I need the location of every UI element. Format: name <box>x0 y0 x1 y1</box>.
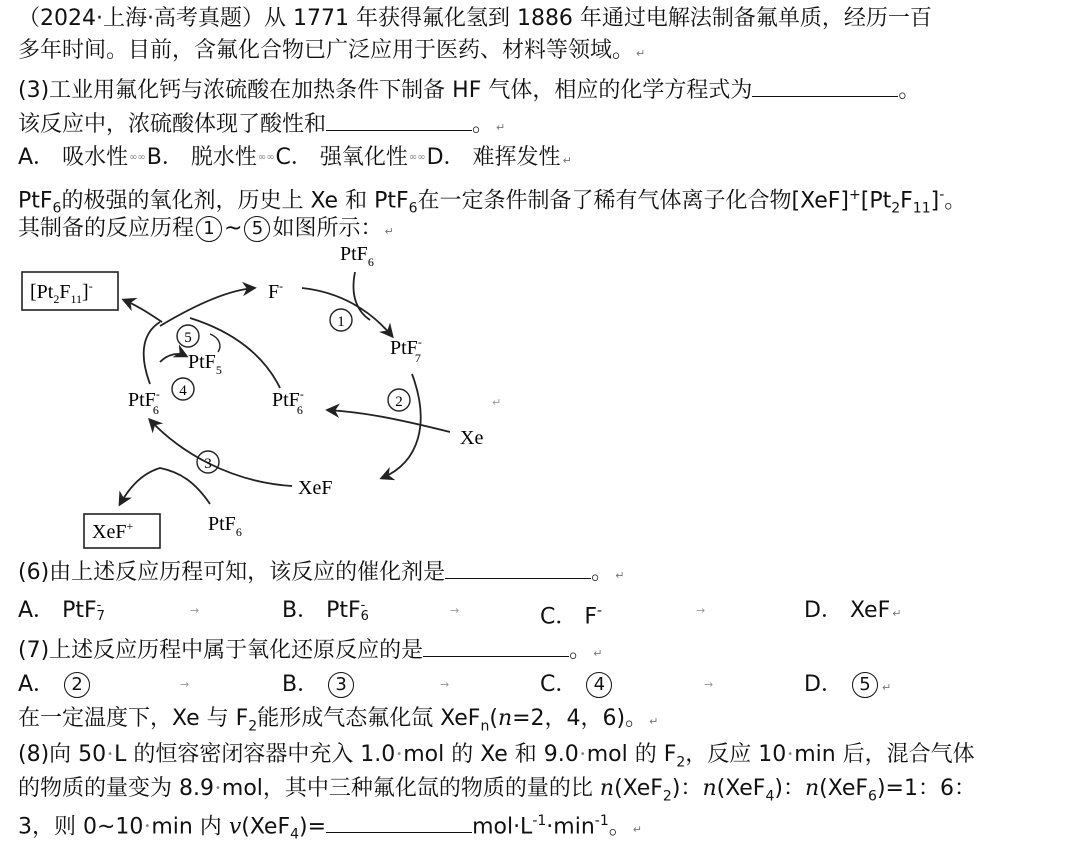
q3-subquestion: 该反应中，浓硫酸体现了酸性和 <box>18 112 327 137</box>
arc-step3 <box>150 420 292 486</box>
svg-text:2: 2 <box>395 394 403 410</box>
space-dot: • <box>107 749 114 760</box>
paragraph-mark: ↵ <box>632 823 642 837</box>
text: ，反应 10 <box>685 742 787 767</box>
text: L 的恒容密闭容器中充入 1.0 <box>114 742 396 767</box>
space-dot: • <box>214 783 221 794</box>
tab-arrow: → <box>696 604 706 617</box>
q6-option-a[interactable] <box>18 596 105 626</box>
label-ptf6-top: PtF$_6$ <box>340 243 374 269</box>
arc-top-left <box>160 288 254 326</box>
svg-text:1: 1 <box>337 314 345 330</box>
superscript: -1 <box>532 813 547 829</box>
q7-answer-blank[interactable] <box>423 634 569 657</box>
step-circle-4: 4 <box>586 672 612 698</box>
q3-answer-blank-1[interactable] <box>752 74 898 97</box>
subscript: 7 <box>96 609 105 624</box>
text: PtF <box>18 188 53 214</box>
superscript: - <box>96 598 102 613</box>
option-text: 强氧化性 <box>319 145 408 170</box>
label-ptf5: PtF$_5$ <box>188 351 222 377</box>
subscript: 11 <box>912 200 931 217</box>
svg-text:5: 5 <box>184 330 192 346</box>
text: )= <box>299 814 327 840</box>
punct: 。 <box>608 814 631 840</box>
text: ~ <box>224 216 243 241</box>
arc-step4 <box>144 322 160 384</box>
subscript: 4 <box>290 826 300 843</box>
step-marker-5 <box>177 325 199 347</box>
label-f-minus: F- <box>268 279 284 303</box>
q7-option-d[interactable] <box>804 670 891 703</box>
arrow-to-xef-plus <box>120 468 210 504</box>
paragraph-mark: ↵ <box>562 154 572 167</box>
step-circle-5: 5 <box>244 216 270 242</box>
subscript: 6 <box>52 200 62 217</box>
option-text: 难挥发性 <box>472 145 561 170</box>
q6-question: (6)由上述反应历程可知，该反应的催化剂是 <box>18 560 446 585</box>
text: ] <box>930 188 940 214</box>
tab-dots: ∞∞ <box>129 152 146 163</box>
q7-option-a[interactable] <box>18 670 92 700</box>
q8-line-3 <box>18 806 642 850</box>
option-letter: C． <box>275 145 313 170</box>
step-marker-3 <box>197 451 219 473</box>
q3-option-d[interactable] <box>427 145 561 170</box>
variable-n: n <box>497 706 513 731</box>
q7-option-c[interactable] <box>540 670 614 700</box>
text: )： <box>671 776 703 801</box>
q7-line <box>18 634 602 669</box>
punct: 。 <box>569 638 592 663</box>
text: mol，其中三种氟化氙的物质的量的比 <box>221 776 600 801</box>
paragraph-mark: ↵ <box>615 569 625 582</box>
reaction-cycle-diagram <box>10 242 510 554</box>
text: 其制备的反应历程 <box>18 216 195 241</box>
q6-option-c[interactable] <box>540 596 602 632</box>
text: 如图所示： <box>272 216 383 241</box>
label-ptf6-minus-mid: PtF-6 <box>272 387 304 417</box>
step-circle-3: 3 <box>328 672 354 698</box>
variable-n: n <box>702 776 717 801</box>
option-letter: B． <box>146 145 184 170</box>
q3-line-1 <box>18 74 920 106</box>
step-circle-5: 5 <box>852 672 878 698</box>
tab-arrow: → <box>180 678 190 691</box>
label-xef: XeF <box>298 477 333 499</box>
tab-arrow: → <box>450 604 460 617</box>
paragraph-mark: ↵ <box>384 225 394 238</box>
text: 在一定条件制备了稀有气体离子化合物[XeF] <box>417 188 849 214</box>
option-letter: B． <box>282 672 320 697</box>
step-marker-4 <box>172 378 194 400</box>
q6-option-b[interactable] <box>282 596 369 626</box>
q3-question: (3)工业用氟化钙与浓硫酸在加热条件下制备 HF 气体，相应的化学方程式为 <box>18 78 753 103</box>
text: 的极强的氧化剂，历史上 Xe 和 PtF <box>61 188 409 214</box>
option-text: PtF <box>326 598 361 623</box>
arrow-to-pt2f11 <box>124 300 162 322</box>
subscript: 2 <box>662 788 672 805</box>
paragraph-mark: ↵ <box>593 647 603 660</box>
label-ptf6-minus-left: PtF-6 <box>128 387 160 417</box>
subscript: 4 <box>765 788 775 805</box>
option-text: PtF <box>62 598 97 623</box>
arrow-xe-in <box>328 410 450 432</box>
paragraph-mark: ↵ <box>496 121 506 134</box>
tab-arrow: → <box>440 678 450 691</box>
option-letter: A． <box>18 598 56 623</box>
intro-text-1: （2024·上海·高考真题）从 1771 年获得氟化氢到 1886 年通过电解法制备氟单质，经历一百 <box>18 6 932 31</box>
superscript: - <box>360 598 366 613</box>
label-xef-plus: XeF+ <box>92 519 134 543</box>
xefn-line <box>18 704 658 741</box>
superscript: - <box>597 603 603 619</box>
option-text: F <box>584 604 598 630</box>
punct: 。 <box>472 112 495 137</box>
variable-n: n <box>804 776 820 801</box>
subscript: 2 <box>248 718 258 735</box>
step-marker-2 <box>388 389 410 411</box>
subscript: 6 <box>868 788 877 805</box>
text: (XeF <box>241 814 291 840</box>
superscript: - <box>939 187 945 203</box>
option-letter: A． <box>18 145 56 170</box>
text: (8)向 50 <box>18 742 107 767</box>
step5-hook <box>210 334 220 352</box>
subscript: 6 <box>408 200 418 217</box>
space-dot: • <box>787 749 794 760</box>
paragraph-mark: ↵ <box>492 396 502 409</box>
step-circle-2: 2 <box>64 672 90 698</box>
intro-line-2 <box>18 36 645 69</box>
paragraph-mark: ↵ <box>892 607 902 620</box>
option-letter: D． <box>426 145 466 170</box>
text: 。 <box>944 188 967 214</box>
tab-arrow: → <box>704 678 714 691</box>
punct: 。 <box>898 78 921 103</box>
text: [Pt <box>860 188 892 214</box>
q8-line-1 <box>18 740 975 777</box>
text: (XeF <box>819 776 869 801</box>
tab-dots: ∞∞ <box>408 152 426 163</box>
option-text: 脱水性 <box>190 145 257 170</box>
q3-option-c[interactable] <box>276 145 408 170</box>
intro-line-1 <box>18 4 932 34</box>
text: ( <box>489 706 498 731</box>
option-letter: B． <box>282 598 320 623</box>
text: =2，4，6)。 <box>512 706 648 731</box>
subscript: 2 <box>676 754 686 771</box>
q3-answer-blank-2[interactable] <box>326 108 472 131</box>
text: 能形成气态氟化氙 XeF <box>257 706 481 731</box>
text: min 内 <box>151 814 229 840</box>
option-letter: A． <box>18 672 56 697</box>
variable-n: n <box>599 776 615 801</box>
paragraph-mark: ↵ <box>649 715 659 728</box>
option-letter: C． <box>540 604 578 630</box>
q8-answer-blank[interactable] <box>326 810 472 833</box>
step-marker-1 <box>330 309 352 331</box>
tab-arrow: → <box>190 604 200 617</box>
superscript: + <box>849 187 861 203</box>
q7-option-b[interactable] <box>282 670 356 700</box>
text: 的物质的量变为 8.9 <box>18 776 214 801</box>
superscript: -1 <box>594 813 609 829</box>
q6-option-d[interactable] <box>804 596 901 629</box>
unit: mol·L <box>472 814 533 840</box>
svg-text:3: 3 <box>204 456 212 472</box>
q3-options <box>18 143 572 176</box>
text: mol 的 Xe 和 9.0 <box>403 742 579 767</box>
option-letter: D． <box>804 672 843 697</box>
text: F <box>900 188 913 214</box>
tab-dots: ∞∞ <box>257 152 275 163</box>
q6-line <box>18 556 624 591</box>
label-ptf6-bottom: PtF$_6$ <box>208 513 242 539</box>
label-ptf7-minus: PtF-7 <box>390 335 422 365</box>
text: )=1：6： <box>876 776 976 801</box>
option-text: 吸水性 <box>62 145 129 170</box>
text: 3，则 0~10 <box>18 814 144 840</box>
text: min 后，混合气体 <box>794 742 975 767</box>
text: )： <box>774 776 805 801</box>
label-xe: Xe <box>460 427 484 449</box>
subscript: n <box>480 718 490 735</box>
paragraph-mark: ↵ <box>881 681 892 694</box>
option-letter: C． <box>540 672 578 697</box>
svg-text:4: 4 <box>179 383 187 399</box>
punct: 。 <box>591 560 614 585</box>
variable-v: v <box>228 814 242 840</box>
option-text: XeF <box>849 598 891 623</box>
q3-option-b[interactable] <box>147 145 257 170</box>
paragraph-mark: ↵ <box>636 47 646 60</box>
unit: ·min <box>546 814 595 840</box>
q3-option-a[interactable] <box>18 145 128 170</box>
arrow-to-ptf5 <box>160 354 186 362</box>
step-circle-1: 1 <box>196 216 222 242</box>
option-letter: D． <box>804 598 843 623</box>
subscript: 2 <box>891 200 901 217</box>
subscript: 6 <box>360 609 369 624</box>
space-dot: • <box>579 749 586 760</box>
q7-question: (7)上述反应历程中属于氧化还原反应的是 <box>18 638 424 663</box>
text: (XeF <box>614 776 663 801</box>
q3-line-2 <box>18 108 505 143</box>
text: mol 的 F <box>586 742 677 767</box>
q6-answer-blank[interactable] <box>445 556 591 579</box>
space-dot: • <box>396 749 403 760</box>
label-pt2f11: $[Pt_2F_{11}]^-$ <box>30 279 93 306</box>
text: (XeF <box>716 776 766 801</box>
intro-text-2: 多年时间。目前，含氟化合物已广泛应用于医药、材料等领域。 <box>18 38 635 63</box>
space-dot: • <box>144 821 151 833</box>
text: 在一定温度下，Xe 与 F <box>18 706 249 731</box>
